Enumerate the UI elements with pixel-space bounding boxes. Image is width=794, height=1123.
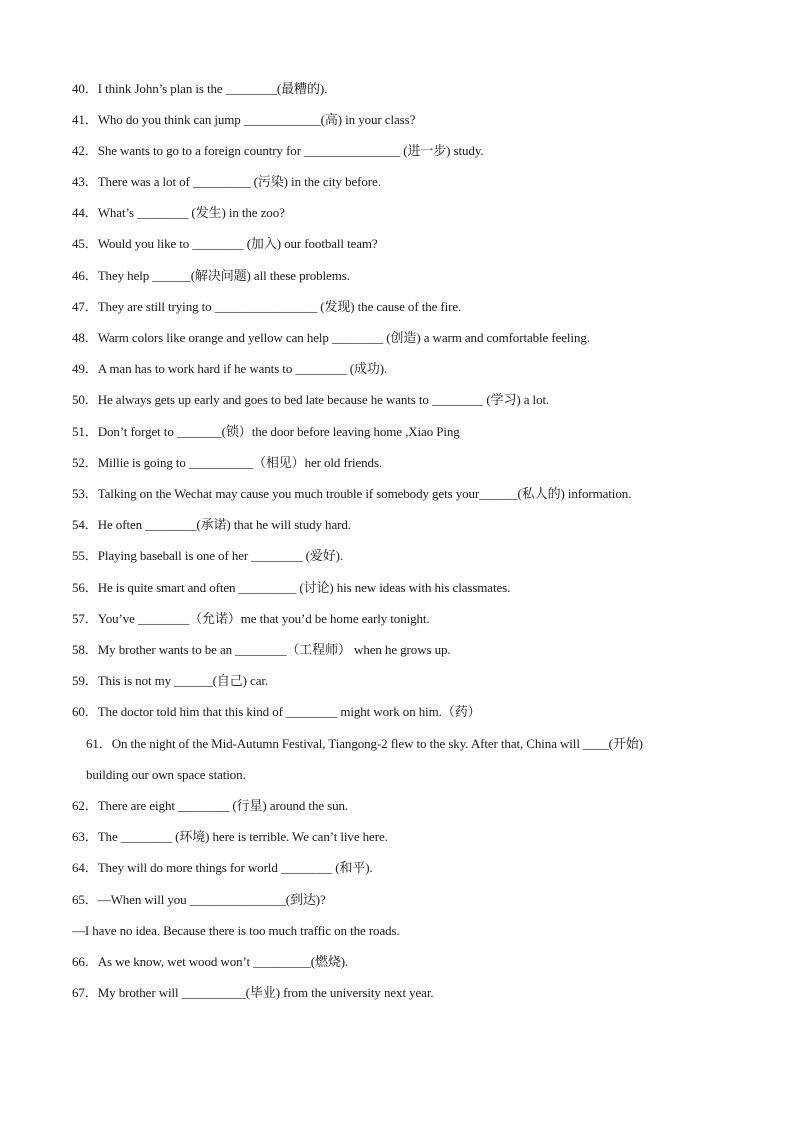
question-52: 52．Millie is going to __________（相见）her old friends. (72, 455, 383, 470)
question-46: 46．They help ______(解决问题) all these problems. (72, 268, 350, 283)
question-63: 63．The ________ (环境) here is terrible. We can’t live here. (72, 829, 388, 844)
question-53: 53．Talking on the Wechat may cause you much trouble if somebody gets your______(私人的) information. (72, 486, 632, 501)
question-65: 65．—When will you _______________(到达)? (72, 892, 326, 907)
question-49: 49．A man has to work hard if he wants to ________ (成功). (72, 361, 388, 376)
question-41: 41．Who do you think can jump ____________(高) in your class? (72, 112, 416, 127)
question-55: 55．Playing baseball is one of her ________ (爱好). (72, 548, 344, 563)
question-43: 43．There was a lot of _________ (污染) in the city before. (72, 174, 381, 189)
question-66: 66．As we know, wet wood won’t _________(燃烧). (72, 954, 349, 969)
question-62: 62．There are eight ________ (行星) around the sun. (72, 798, 349, 813)
question-40: 40．I think John’s plan is the ________(最糟的). (72, 81, 328, 96)
question-64: 64．They will do more things for world ________ (和平). (72, 860, 373, 875)
question-54: 54．He often ________(承诺) that he will study hard. (72, 517, 351, 532)
question-67: 67．My brother will __________(毕业) from the university next year. (72, 985, 434, 1000)
question-47: 47．They are still trying to ________________ (发现) the cause of the fire. (72, 299, 462, 314)
question-59: 59．This is not my ______(自己) car. (72, 673, 269, 688)
question-61-continued: building our own space station. (86, 767, 246, 782)
question-45: 45．Would you like to ________ (加入) our football team? (72, 236, 378, 251)
question-50: 50．He always gets up early and goes to bed late because he wants to ________ (学习) a lot. (72, 392, 550, 407)
question-42: 42．She wants to go to a foreign country for _______________ (进一步) study. (72, 143, 484, 158)
question-56: 56．He is quite smart and often _________ (讨论) his new ideas with his classmates. (72, 580, 511, 595)
question-61: 61．On the night of the Mid-Autumn Festival, Tiangong-2 flew to the sky. After that, China will ____(开始) (86, 736, 643, 751)
question-48: 48．Warm colors like orange and yellow can help ________ (创造) a warm and comfortable feeling. (72, 330, 590, 345)
question-57: 57．You’ve ________（允诺）me that you’d be home early tonight. (72, 611, 430, 626)
question-44: 44．What’s ________ (发生) in the zoo? (72, 205, 285, 220)
question-65-reply: —I have no idea. Because there is too much traffic on the roads. (72, 923, 400, 938)
question-51: 51．Don’t forget to _______(锁）the door before leaving home ,Xiao Ping (72, 424, 460, 439)
question-58: 58．My brother wants to be an ________（工程师） when he grows up. (72, 642, 451, 657)
question-60: 60．The doctor told him that this kind of ________ might work on him.（药） (72, 704, 481, 719)
